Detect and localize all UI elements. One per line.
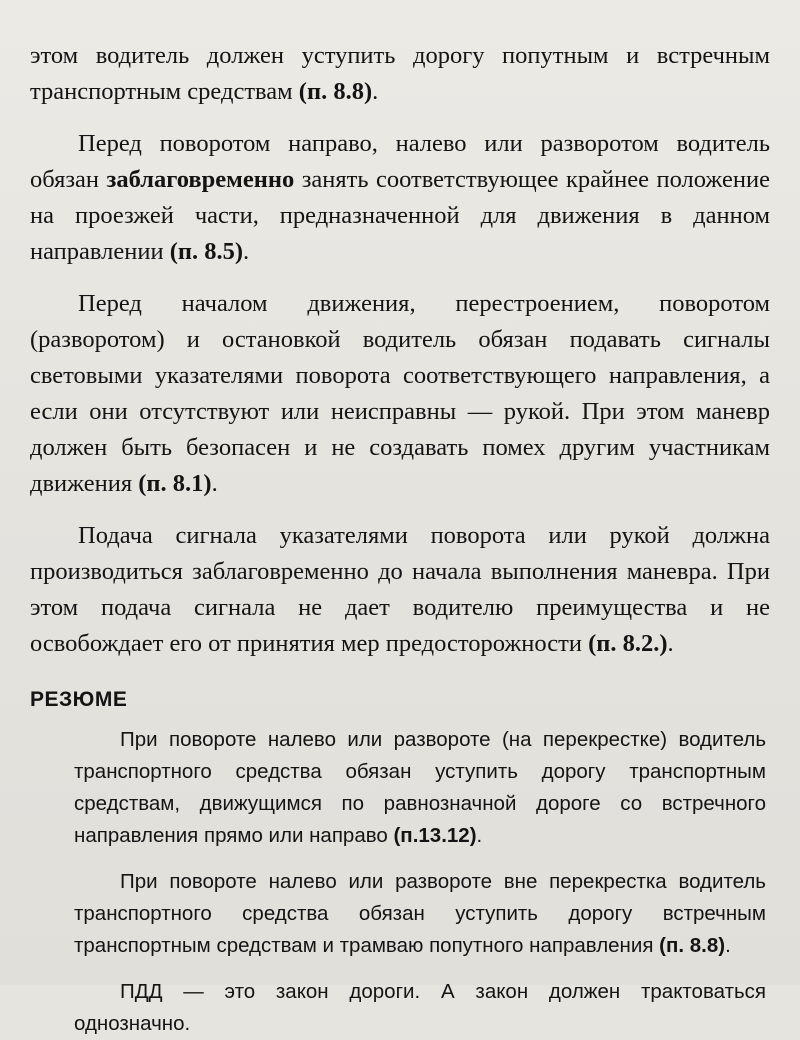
paragraph-3: Перед началом движения, перестроением, поворотом (разворотом) и остановкой водитель обязан подавать сигналы световыми указателями поворота соответствующего направления, а если они отсутствуют или неисправны — рукой. При этом маневр должен быть безопасен и не создавать помех другим участникам движения (п. 8.1). [30, 290, 770, 497]
resume-paragraph-2: При повороте налево или развороте вне перекрестка водитель транспортного средства обязан уступить дорогу встречным транспортным средствам и трамваю попутного направления (п. 8.8). [74, 870, 766, 957]
resume-heading: РЕЗЮМЕ [30, 688, 128, 711]
paragraph-4: Подача сигнала указателями поворота или рукой должна производиться заблаговременно до начала выполнения маневра. При этом подача сигнала не дает водителю преимущества и не освобождает его от принятия мер предосторожности (п. 8.2.). [30, 522, 770, 657]
resume-paragraph-3: ПДД — это закон дороги. А закон должен трактоваться однозначно. [74, 980, 766, 1035]
resume-section [30, 724, 770, 1040]
resume-paragraph-1: При повороте налево или развороте (на перекрестке) водитель транспортного средства обязан уступить дорогу транспортным средствам, движущимся по равнозначной дороге со встречного направления прямо или направо (п.13.12). [74, 728, 766, 847]
main-text [30, 38, 770, 662]
paragraph-1: этом водитель должен уступить дорогу попутным и встречным транспортным средствам (п. 8.8). [30, 42, 770, 105]
paragraph-2: Перед поворотом направо, налево или разворотом водитель обязан заблаговременно занять соответствующее крайнее положение на проезжей части, предназначенной для движения в данном направлении (п. 8.5). [30, 130, 770, 265]
